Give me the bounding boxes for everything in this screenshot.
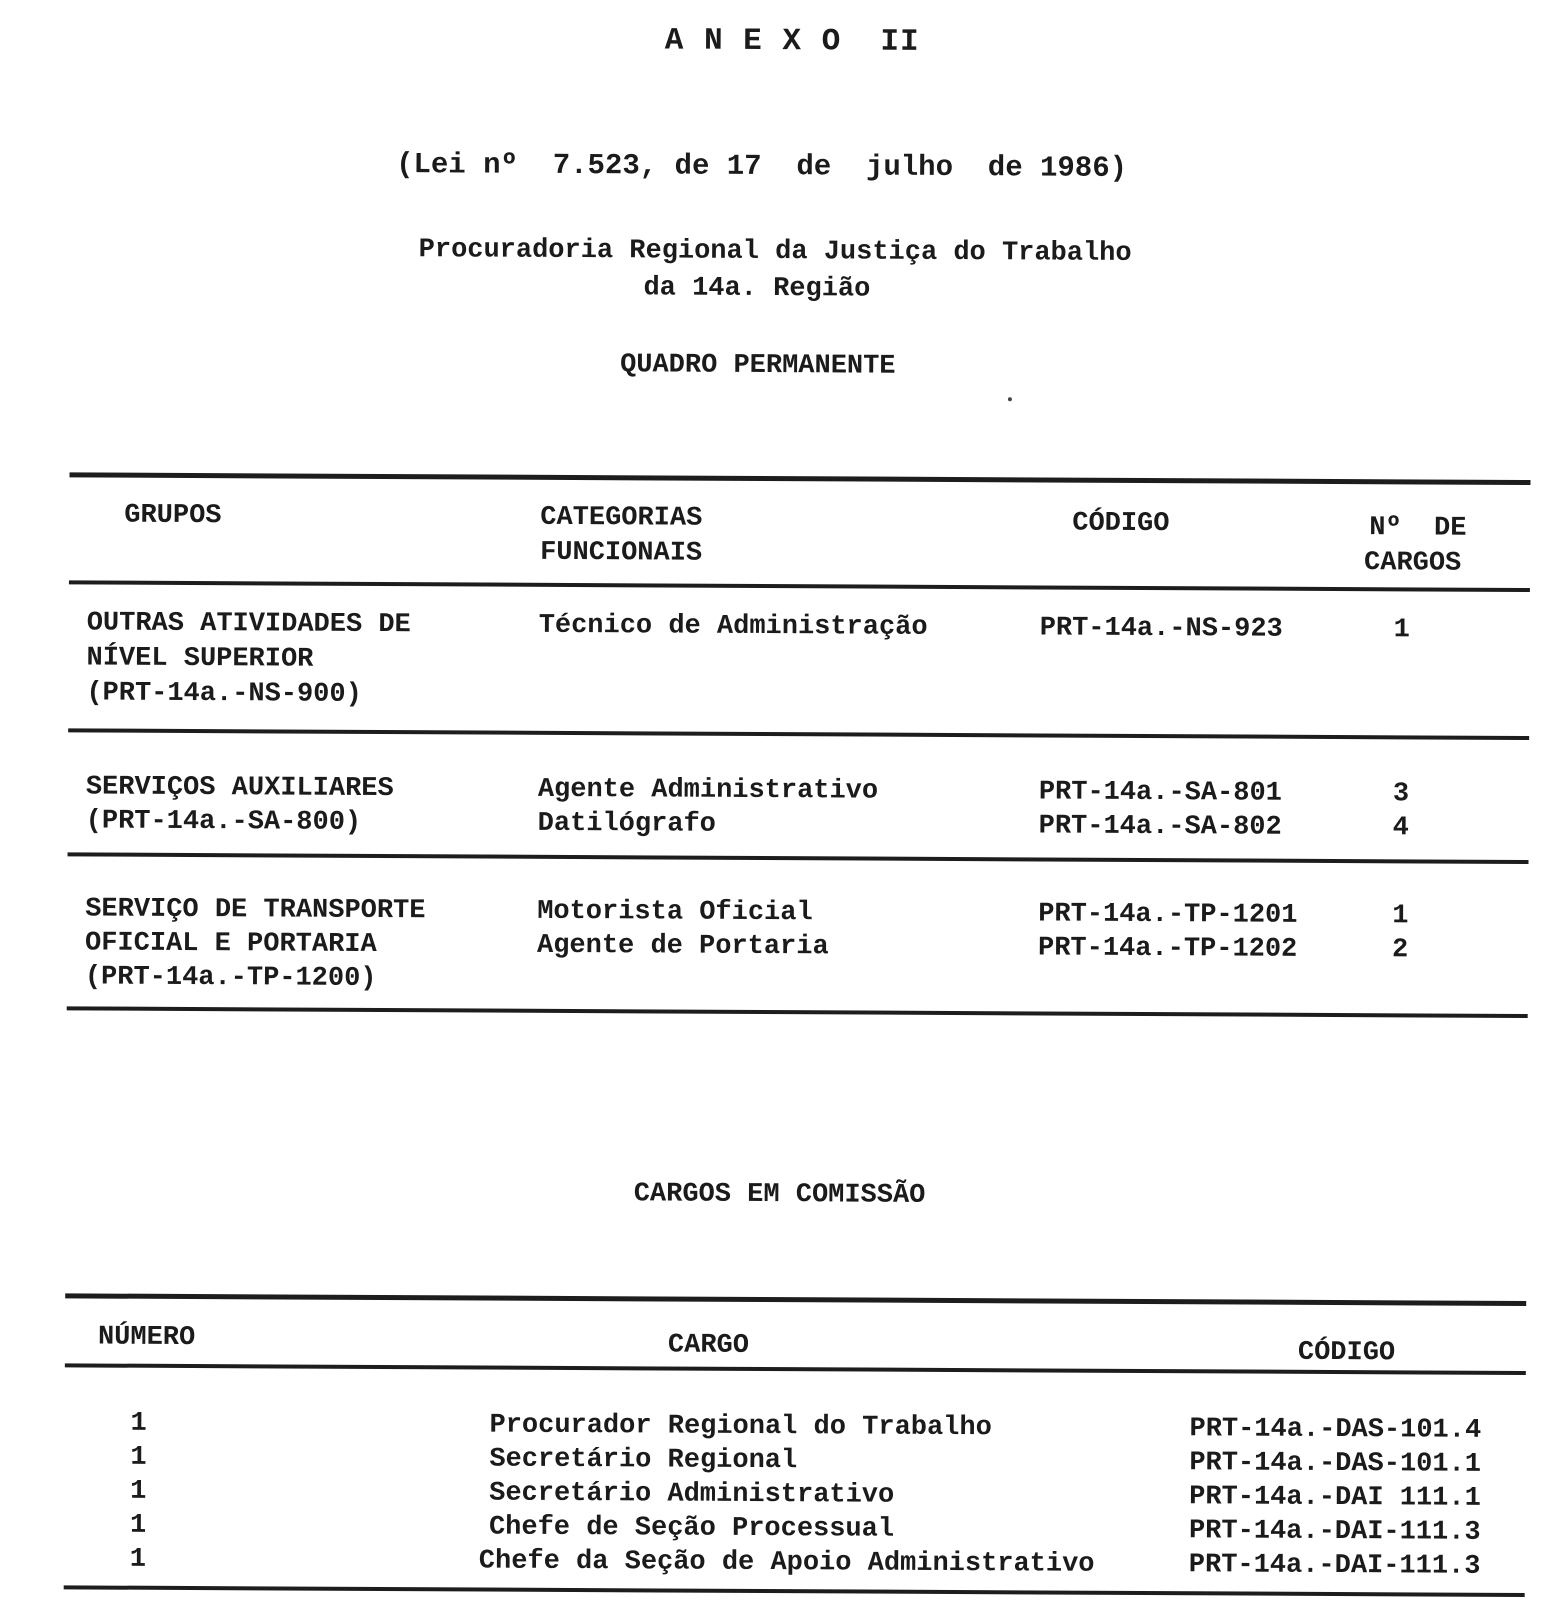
t2-r3-codigo: PRT-14a.-DAI-111.3 — [1188, 1516, 1481, 1548]
t1-r2-grupo-l2: (PRT-14a.-TP-1200) — [84, 962, 377, 994]
t1-r1-categoria-0: Agente Administrativo — [537, 774, 879, 807]
t1-r1-cargos-1: 4 — [1392, 813, 1409, 844]
t2-header-codigo: CÓDIGO — [1297, 1337, 1396, 1369]
t2-r4-cargo: Chefe da Seção de Apoio Administrativo — [478, 1546, 1095, 1580]
org-name-line2: da 14a. Região — [643, 273, 871, 305]
t2-r3-cargo: Chefe de Seção Processual — [488, 1512, 895, 1545]
t1-r0-grupo-l0: OUTRAS ATIVIDADES DE — [86, 608, 411, 641]
t2-r2-numero: 1 — [130, 1476, 147, 1507]
table1-row1-rule — [68, 728, 1529, 740]
t2-r4-numero: 1 — [129, 1544, 147, 1575]
scan-noise-dot — [1008, 397, 1012, 401]
t1-header-categorias-l1: CATEGORIAS — [540, 502, 703, 534]
t2-r4-codigo: PRT-14a.-DAI-111.3 — [1188, 1550, 1481, 1582]
t1-r2-categoria-1: Agente de Portaria — [536, 930, 829, 963]
t1-r2-grupo-l0: SERVIÇO DE TRANSPORTE — [85, 894, 426, 927]
t1-header-grupos: GRUPOS — [124, 500, 222, 532]
t1-r1-codigo-0: PRT-14a.-SA-801 — [1038, 777, 1282, 809]
t1-header-num-l2: CARGOS — [1363, 548, 1462, 579]
table2-bottom-rule — [64, 1585, 1525, 1597]
t2-r0-numero: 1 — [130, 1408, 147, 1439]
table1-header-rule — [69, 580, 1530, 592]
t2-r1-numero: 1 — [130, 1442, 147, 1473]
table1-top-rule — [70, 472, 1531, 485]
t1-r2-cargos-0: 1 — [1392, 901, 1409, 932]
t1-header-num-l1: Nº DE — [1369, 513, 1467, 544]
t1-r0-grupo-l2: (PRT-14a.-NS-900) — [86, 678, 362, 710]
org-name-line1: Procuradoria Regional da Justiça do Trabalho — [418, 235, 1132, 269]
t1-r2-categoria-0: Motorista Oficial — [537, 896, 813, 929]
t1-r0-categoria-0: Técnico de Administração — [538, 610, 928, 643]
t1-r2-codigo-1: PRT-14a.-TP-1202 — [1037, 933, 1298, 965]
t1-r0-codigo-0: PRT-14a.-NS-923 — [1039, 613, 1283, 645]
t2-r2-cargo: Secretário Administrativo — [489, 1478, 895, 1511]
permanent-table-title: QUADRO PERMANENTE — [620, 350, 896, 382]
table1-row2-rule — [68, 852, 1529, 864]
law-reference-line: (Lei nº 7.523, de 17 de julho de 1986) — [396, 148, 1128, 185]
table2-top-rule — [65, 1293, 1526, 1306]
t1-r2-grupo-l1: OFICIAL E PORTARIA — [84, 928, 377, 960]
t1-r2-codigo-0: PRT-14a.-TP-1201 — [1038, 899, 1298, 931]
t1-header-codigo: CÓDIGO — [1072, 508, 1170, 540]
t2-r0-codigo: PRT-14a.-DAS-101.4 — [1189, 1414, 1482, 1446]
t1-r1-grupo-l0: SERVIÇOS AUXILIARES — [85, 772, 394, 805]
t1-r0-cargos-0: 1 — [1393, 615, 1411, 646]
t1-r1-codigo-1: PRT-14a.-SA-802 — [1038, 811, 1282, 843]
t2-r2-codigo: PRT-14a.-DAI 111.1 — [1189, 1482, 1481, 1514]
t1-r0-grupo-l1: NÍVEL SUPERIOR — [86, 643, 314, 675]
t2-r1-cargo: Secretário Regional — [489, 1444, 798, 1477]
t2-r1-codigo: PRT-14a.-DAS-101.1 — [1189, 1448, 1482, 1480]
t2-header-numero: NÚMERO — [97, 1322, 196, 1354]
t1-r1-cargos-0: 3 — [1392, 779, 1410, 810]
t1-r1-grupo-l1: (PRT-14a.-SA-800) — [85, 806, 362, 838]
t1-r2-cargos-1: 2 — [1391, 935, 1409, 966]
t1-header-categorias-l2: FUNCIONAIS — [540, 537, 703, 569]
t2-r3-numero: 1 — [129, 1510, 147, 1541]
commission-section-title: CARGOS EM COMISSÃO — [633, 1179, 926, 1211]
annex-title: A N E X O II — [664, 23, 920, 60]
table1-bottom-rule — [67, 1006, 1528, 1018]
t1-r1-categoria-1: Datilógrafo — [537, 808, 717, 840]
t2-header-cargo: CARGO — [667, 1330, 750, 1361]
t2-r0-cargo: Procurador Regional do Trabalho — [489, 1410, 992, 1444]
